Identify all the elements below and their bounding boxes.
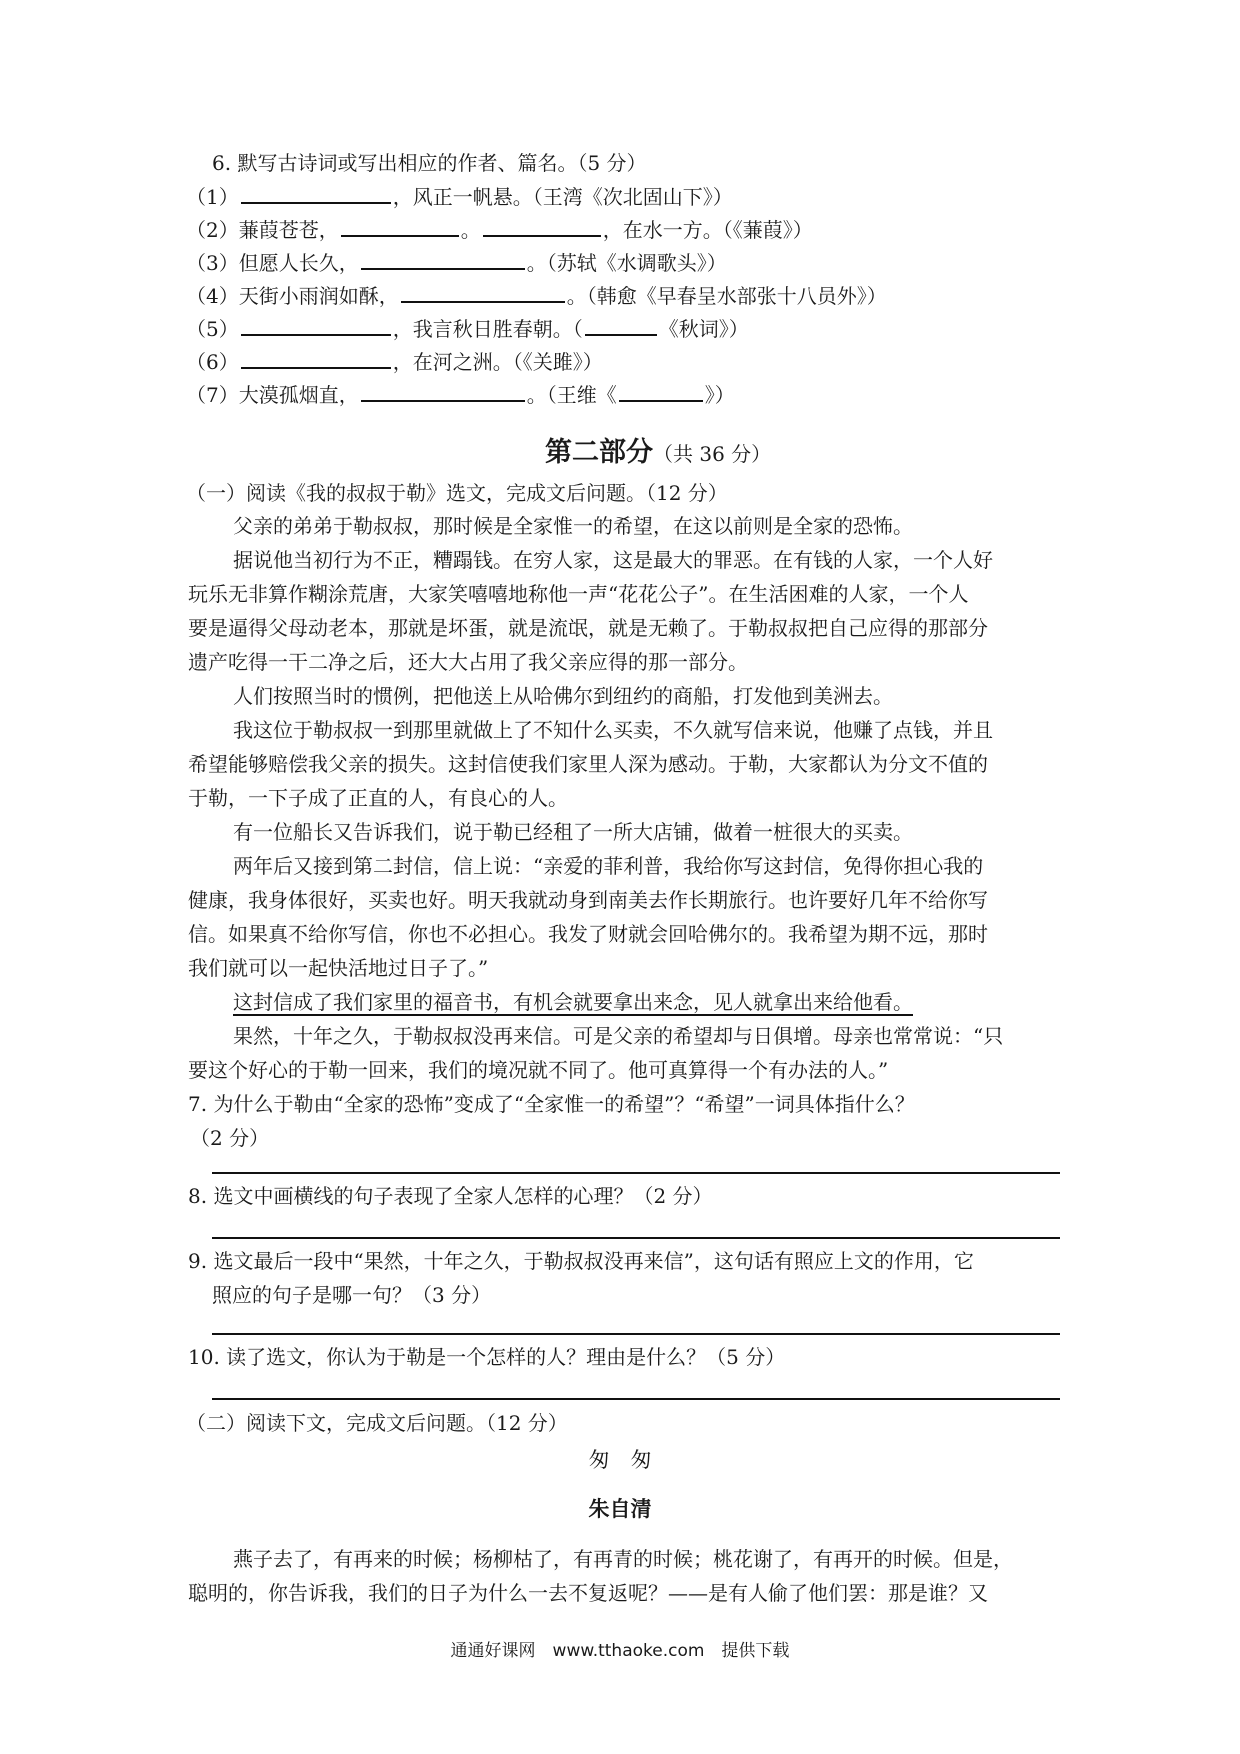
q6-l6-num: （6） <box>186 350 239 374</box>
q9-text: 9. 选文最后一段中“果然，十年之久，于勒叔叔没再来信”，这句话有照应上文的作用，它 <box>188 1249 974 1273</box>
q9-answer-line[interactable] <box>212 1333 1060 1335</box>
passage-line: 要是逼得父母动老本，那就是坏蛋，就是流氓，就是无赖了。于勒叔叔把自己应得的那部分 <box>188 616 988 640</box>
passage-line: 两年后又接到第二封信，信上说：“亲爱的菲利普，我给你写这封信，免得你担心我的 <box>233 854 984 878</box>
q7-answer-line[interactable] <box>212 1172 1060 1174</box>
q6-l3-num: （3） <box>186 251 239 275</box>
q6-l2-b: 。 <box>460 218 481 242</box>
q7-text: 7. 为什么于勒由“全家的恐怖”变成了“全家惟一的希望”？“希望”一词具体指什么？ <box>188 1092 915 1116</box>
passage-line: 人们按照当时的惯例，把他送上从哈佛尔到纽约的商船，打发他到美洲去。 <box>233 684 893 708</box>
q6-l4-a: 天街小雨润如酥， <box>238 284 399 308</box>
q6-l3-b: 。（苏轼《水调歌头》） <box>526 251 727 275</box>
q8-text: 8. 选文中画横线的句子表现了全家人怎样的心理？（2 分） <box>188 1184 713 1208</box>
answer-blank[interactable] <box>341 215 459 237</box>
q6-l2-c: ，在水一方。（《蒹葭》） <box>602 218 813 242</box>
essay-title: 匆 匆 <box>588 1448 652 1472</box>
q6-l4-num: （4） <box>186 284 239 308</box>
q6-l4-b: 。（韩愈《早春呈水部张十八员外》） <box>566 284 887 308</box>
passage-line: 父亲的弟弟于勒叔叔，那时候是全家惟一的希望，在这以前则是全家的恐怖。 <box>233 514 913 538</box>
passage-line: 健康，我身体很好，买卖也好。明天我就动身到南美去作长期旅行。也许要好几年不给你写 <box>188 888 988 912</box>
essay-line: 聪明的，你告诉我，我们的日子为什么一去不复返呢？——是有人偷了他们罢：那是谁？又 <box>188 1581 988 1605</box>
answer-blank[interactable] <box>619 380 703 402</box>
essay-author: 朱自清 <box>588 1497 652 1521</box>
q6-title: 6. 默写古诗词或写出相应的作者、篇名。（5 分） <box>212 151 647 175</box>
section-2-header: （二）阅读下文，完成文后问题。（12 分） <box>186 1411 568 1435</box>
q7-points: （2 分） <box>190 1126 270 1150</box>
passage-line: 玩乐无非算作糊涂荒唐，大家笑嘻嘻地称他一声“花花公子”。在生活困难的人家，一个人 <box>188 582 969 606</box>
underlined-sentence-text: 这封信成了我们家里的福音书，有机会就要拿出来念，见人就拿出来给他看。 <box>233 990 913 1014</box>
q6-l7-a: 大漠孤烟直， <box>238 383 359 407</box>
q8-answer-line[interactable] <box>212 1237 1060 1239</box>
answer-blank[interactable] <box>361 248 525 270</box>
q10-text: 10. 读了选文，你认为于勒是一个怎样的人？理由是什么？（5 分） <box>188 1345 786 1369</box>
answer-blank[interactable] <box>241 182 391 204</box>
answer-blank[interactable] <box>401 281 565 303</box>
footer-source: 通通好课网 www.tthaoke.com 提供下载 <box>450 1641 790 1661</box>
underlined-sentence <box>233 988 913 1016</box>
part-two-title <box>545 430 771 469</box>
essay-line: 燕子去了，有再来的时候；杨柳枯了，有再青的时候；桃花谢了，有再开的时候。但是， <box>233 1547 1013 1571</box>
passage-line: 我们就可以一起快活地过日子了。” <box>188 956 489 980</box>
q6-l5-a: ，我言秋日胜春朝。（ <box>392 317 583 341</box>
answer-blank[interactable] <box>361 380 525 402</box>
q6-line-4 <box>186 281 887 310</box>
passage-line: 于勒，一下子成了正直的人，有良心的人。 <box>188 786 568 810</box>
q10-answer-line[interactable] <box>212 1398 1060 1400</box>
q6-l2-a: 蒹葭苍苍， <box>238 218 339 242</box>
q6-l7-b: 。（王维《 <box>526 383 617 407</box>
q9-text-cont: 照应的句子是哪一句？（3 分） <box>212 1283 492 1307</box>
passage-line: 果然，十年之久，于勒叔叔没再来信。可是父亲的希望却与日俱增。母亲也常常说：“只 <box>233 1024 1004 1048</box>
q6-line-2 <box>186 215 813 244</box>
q6-l7-c: 》） <box>704 383 735 407</box>
q6-l1-num: （1） <box>186 185 239 209</box>
q6-line-7 <box>186 380 735 409</box>
answer-blank[interactable] <box>585 314 657 336</box>
q6-l7-num: （7） <box>186 383 239 407</box>
q6-line-6 <box>186 347 603 376</box>
part-two-title-text: 第二部分 <box>545 437 653 468</box>
q6-l1-after: ，风正一帆悬。（王湾《次北固山下》） <box>392 185 733 209</box>
passage-line: 信。如果真不给你写信，你也不必担心。我发了财就会回哈佛尔的。我希望为期不远，那时 <box>188 922 988 946</box>
section-1-header: （一）阅读《我的叔叔于勒》选文，完成文后问题。（12 分） <box>186 481 728 505</box>
answer-blank[interactable] <box>241 347 391 369</box>
q6-l5-num: （5） <box>186 317 239 341</box>
passage-line: 遗产吃得一干二净之后，还大大占用了我父亲应得的那一部分。 <box>188 650 748 674</box>
passage-line: 据说他当初行为不正，糟蹋钱。在穷人家，这是最大的罪恶。在有钱的人家，一个人好 <box>233 548 993 572</box>
passage-line: 希望能够赔偿我父亲的损失。这封信使我们家里人深为感动。于勒，大家都认为分文不值的 <box>188 752 988 776</box>
q6-l2-num: （2） <box>186 218 239 242</box>
passage-line: 有一位船长又告诉我们，说于勒已经租了一所大店铺，做着一桩很大的买卖。 <box>233 820 913 844</box>
q6-l5-b: 《秋词》） <box>658 317 749 341</box>
q6-l6-a: ，在河之洲。（《关雎》） <box>392 350 603 374</box>
q6-line-3 <box>186 248 727 277</box>
passage-line: 我这位于勒叔叔一到那里就做上了不知什么买卖，不久就写信来说，他赚了点钱，并且 <box>233 718 993 742</box>
part-two-points: （共 36 分） <box>653 442 772 466</box>
q6-line-5 <box>186 314 749 343</box>
answer-blank[interactable] <box>483 215 601 237</box>
q6-l3-a: 但愿人长久， <box>238 251 359 275</box>
passage-line: 要这个好心的于勒一回来，我们的境况就不同了。他可真算得一个有办法的人。” <box>188 1058 889 1082</box>
answer-blank[interactable] <box>241 314 391 336</box>
q6-line-1 <box>186 182 733 211</box>
